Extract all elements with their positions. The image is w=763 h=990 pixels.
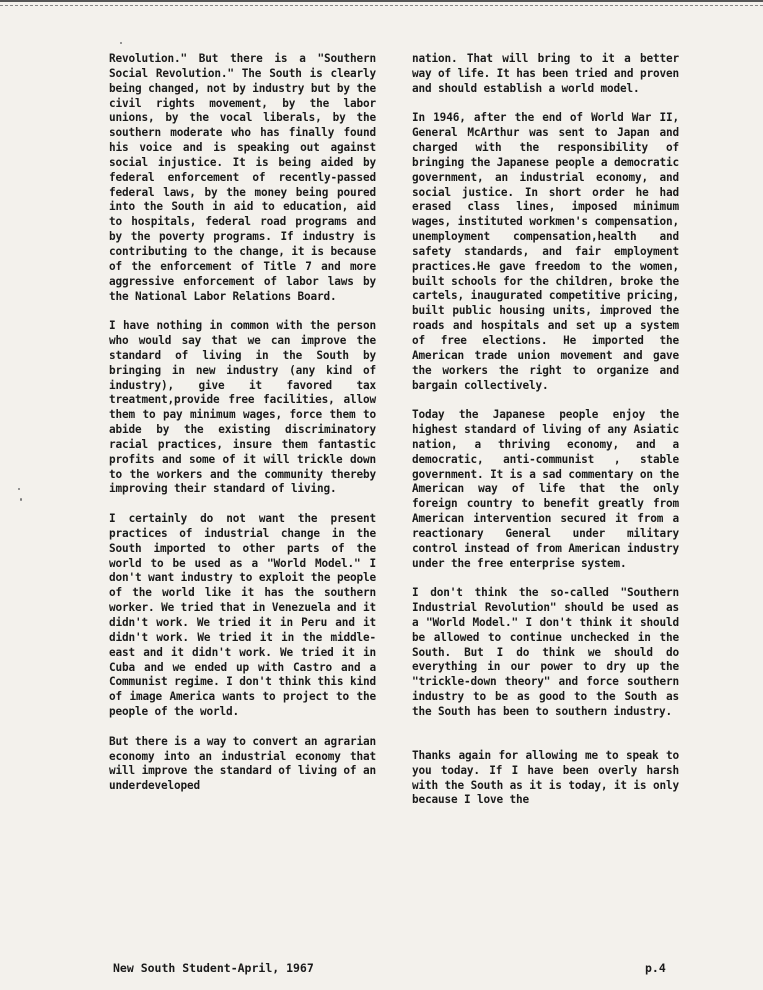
footer-publication: New South Student-April, 1967 (113, 961, 314, 975)
left-column (109, 52, 376, 794)
right-paragraph-1: nation. That will bring to it a better way of life. It has been tried and proven and should establish a world model. (412, 52, 679, 95)
footer-page-number: p.4 (645, 961, 666, 975)
right-paragraph-2: In 1946, after the end of World War II, General McArthur was sent to Japan and charged with the responsibility of bringing the Japanese people a democratic government, an industrial economy, and social justice. In short order he had erased class lines, imposed minimum wages, instituted workmen's compensation, unemployment compensation,health and safety standards, and fair employment practices.He gave freedom to the women, built schools for the children, broke the cartels, inaugurated competitive pricing, built public housing units, improved the roads and hospitals and set up a system of free elections. He imported the American trade union movement and gave the workers the right to organize and bargain collectively. (412, 111, 679, 392)
scan-speck (18, 488, 20, 490)
left-paragraph-2: I have nothing in common with the person who would say that we can improve the standard of living in the South by bringing in new industry (any kind of industry), give it favored tax treatment,provide free facilities, allow them to pay minimum wages, force them to abide by the existing discriminatory racial practices, insure them fantastic profits and some of it will trickle down to the workers and the community thereby improving their standard of living. (109, 319, 376, 496)
left-paragraph-4: But there is a way to convert an agrarian economy into an industrial economy that will improve the standard of living of an underdeveloped (109, 734, 376, 793)
right-paragraph-4: I don't think the so-called "Southern Industrial Revolution" should be used as a "World Model." I don't think it should be allowed to continue unchecked in the South. But I do think we should do everything in our power to dry up the "trickle-down theory" and force southern industry to be as good to the South as the South has been to southern industry. (412, 586, 679, 718)
right-paragraph-3: Today the Japanese people enjoy the highest standard of living of any Asiatic nation, a thriving economy, and a democratic, anti-communist , stable government. It is a sad commentary on the American way of life that the only foreign country to benefit greatly from American intervention secured it from a reactionary General under military control instead of from American industry under the free enterprise system. (412, 408, 679, 570)
left-paragraph-3: I certainly do not want the present practices of industrial change in the South imported to other parts of the world to be used as a "World Model." I don't want industry to exploit the people of the world like it has the southern worker. We tried that in Venezuela and it didn't work. We tried it in Peru and it didn't work. We tried it in the middle-east and it didn't work. We tried it in Cuba and we ended up with Castro and a Communist regime. I don't think this kind of image America wants to project to the people of the world. (109, 512, 376, 719)
right-paragraph-5: Thanks again for allowing me to speak to you today. If I have been overly harsh with the South as it is today, it is only because I love the (412, 748, 679, 807)
scan-speck (120, 42, 122, 44)
scan-speck (20, 498, 22, 501)
page-top-border (0, 0, 763, 6)
right-column (412, 52, 679, 808)
left-paragraph-1: Revolution." But there is a "Southern Social Revolution." The South is clearly being changed, not by industry but by the civil rights movement, by the labor unions, by the vocal liberals, by the southern moderate who has finally found his voice and is speaking out against social injustice. It is being aided by federal enforcement of recently-passed federal laws, by the money being poured into the South in aid to education, aid to hospitals, federal road programs and by the poverty programs. If industry is contributing to the change, it is because of the enforcement of Title 7 and more aggressive enforcement of labor laws by the National Labor Relations Board. (109, 52, 376, 303)
